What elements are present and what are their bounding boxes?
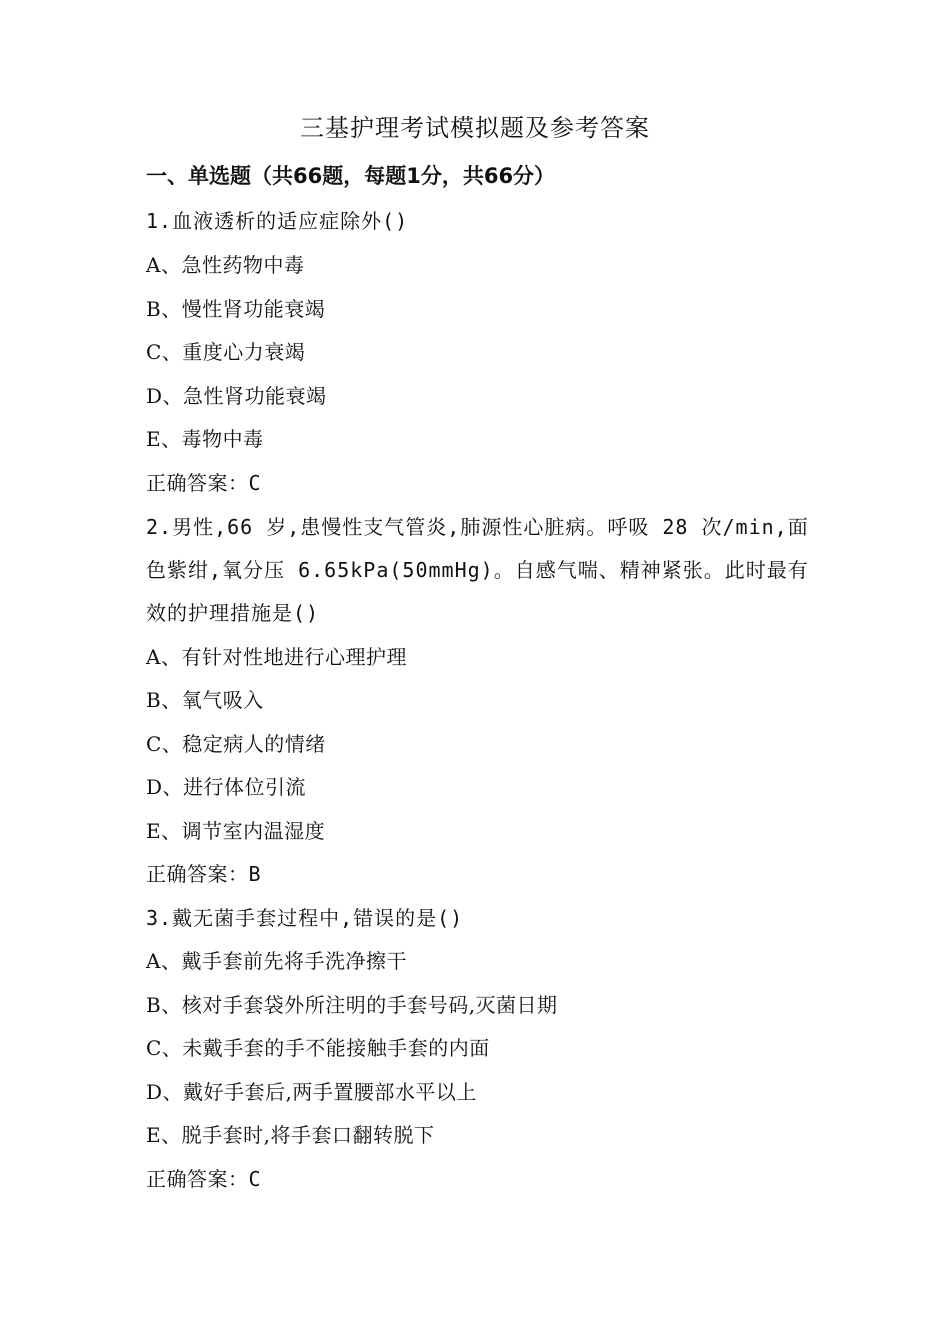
option-d: D、戴好手套后,两手置腰部水平以上 bbox=[146, 1080, 477, 1104]
option-b: B、慢性肾功能衰竭 bbox=[146, 297, 326, 321]
option-e: E、毒物中毒 bbox=[146, 427, 264, 451]
option-a: A、有针对性地进行心理护理 bbox=[146, 645, 407, 669]
question-stem: 效的护理措施是() bbox=[146, 601, 320, 625]
correct-answer: 正确答案：C bbox=[146, 471, 262, 495]
question-stem: 1.血液透析的适应症除外() bbox=[146, 209, 409, 233]
question-stem: 2.男性,66 岁,患慢性支气管炎,肺源性心脏病。呼吸 28 次/min,面 bbox=[146, 515, 809, 539]
document-title: 三基护理考试模拟题及参考答案 bbox=[300, 114, 650, 142]
option-e: E、调节室内温湿度 bbox=[146, 819, 326, 843]
section-heading: 一、单选题（共66题，每题1分，共66分） bbox=[146, 164, 556, 188]
option-c: C、重度心力衰竭 bbox=[146, 340, 306, 364]
option-d: D、急性肾功能衰竭 bbox=[146, 384, 327, 408]
correct-answer: 正确答案：B bbox=[146, 862, 262, 886]
option-c: C、未戴手套的手不能接触手套的内面 bbox=[146, 1036, 490, 1060]
option-e: E、脱手套时,将手套口翻转脱下 bbox=[146, 1123, 435, 1147]
correct-answer: 正确答案：C bbox=[146, 1167, 262, 1191]
option-b: B、氧气吸入 bbox=[146, 688, 264, 712]
option-a: A、戴手套前先将手洗净擦干 bbox=[146, 949, 407, 973]
option-b: B、核对手套袋外所注明的手套号码,灭菌日期 bbox=[146, 993, 558, 1017]
option-c: C、稳定病人的情绪 bbox=[146, 732, 326, 756]
option-d: D、进行体位引流 bbox=[146, 775, 307, 799]
question-stem: 色紫绀,氧分压 6.65kPa(50mmHg)。自感气喘、精神紧张。此时最有 bbox=[146, 558, 809, 582]
option-a: A、急性药物中毒 bbox=[146, 253, 305, 277]
question-stem: 3.戴无菌手套过程中,错误的是() bbox=[146, 906, 464, 930]
